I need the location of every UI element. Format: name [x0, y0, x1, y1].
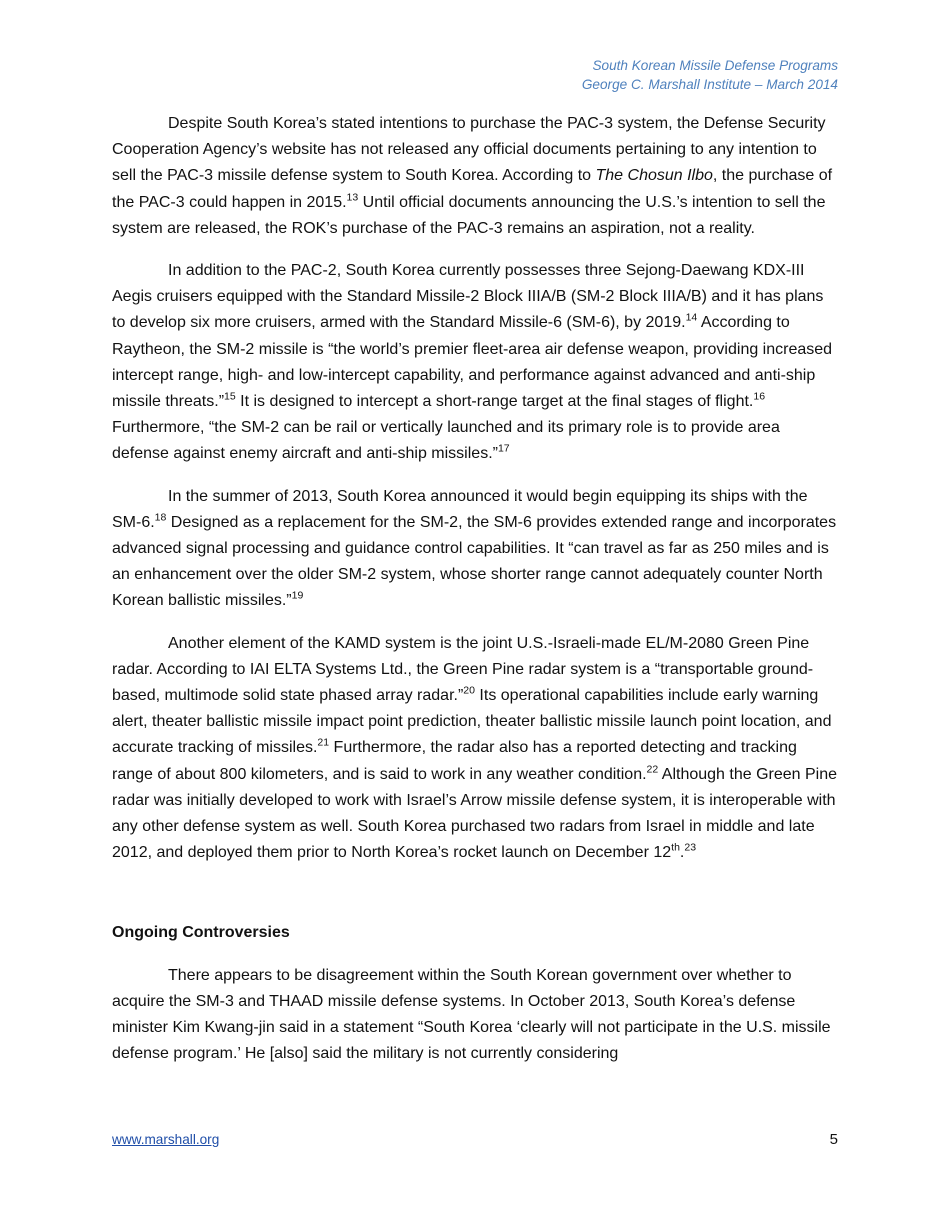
footnote-ref: 19	[291, 590, 304, 603]
header-subtitle: George C. Marshall Institute – March 2014	[581, 77, 838, 92]
text-run: Although the Green Pine radar was initially developed to work with Israel’s Arrow missile defense system, it is interoperable with any other defense system as well. South Korea purchased two radars from Israel in middle and late 2012, and deployed them prior to North Korea’s rocket launch on December 12	[112, 765, 838, 862]
text-run: Furthermore, “the SM-2 can be rail or vertically launched and its primary role is to provide area defense against enemy aircraft and anti-ship missiles.”	[112, 419, 780, 463]
footnote-ref: 15	[224, 390, 236, 403]
footnote-ref: 22	[646, 763, 659, 776]
header-title: South Korean Missile Defense Programs	[592, 58, 838, 73]
footnote-ref: 18	[154, 511, 167, 524]
paragraph-sm6	[112, 484, 840, 615]
text-run: Despite South Korea’s stated intentions to purchase the PAC-3 system, the Defense Security Cooperation Agency’s website has not released any official documents pertaining to any intention to sell the PAC-3 missile defense system to South Korea. According to	[112, 115, 826, 185]
page-number: 5	[829, 1131, 838, 1148]
footnote-ref: 17	[497, 443, 510, 456]
footnote-ref: 13	[346, 191, 359, 204]
paragraph-pac3	[112, 111, 840, 242]
text-run: In addition to the PAC-2, South Korea currently possesses three Sejong-Daewang KDX-III Aegis cruisers equipped with the Standard Missile-2 Block IIIA/B (SM-2 Block IIIA/B) and it has plans to develop six more cruisers, armed with the Standard Missile-6 (SM-6), by 2019.	[112, 262, 824, 332]
document-body	[112, 111, 840, 1068]
footnote-ref: 23	[684, 841, 697, 854]
footnote-ref: 21	[317, 737, 330, 750]
text-run: Designed as a replacement for the SM-2, the SM-6 provides extended range and incorporates advanced signal processing and guidance control capabilities. It “can travel as far as 250 miles and is an enhancement over the older SM-2 system, whose shorter range cannot adequately counter North Korean ballistic missiles.”	[112, 513, 837, 610]
ordinal-suffix: th	[671, 841, 680, 854]
text-run: Its operational capabilities include early warning alert, theater ballistic missile impact point prediction, theater ballistic missile launch point location, and accurate tracking of missiles.	[112, 687, 832, 757]
text-run: In the summer of 2013, South Korea announced it would begin equipping its ships with the SM-6.	[112, 487, 808, 531]
paragraph-controversies	[112, 963, 840, 1068]
footnote-ref: 16	[753, 390, 766, 403]
text-run: Another element of the KAMD system is the joint U.S.-Israeli-made EL/M-2080 Green Pine radar. According to IAI ELTA Systems Ltd., the Green Pine radar system is a “transportable ground-based, multimode solid state phased array radar.”	[112, 634, 814, 705]
text-run: Until official documents announcing the U.S.’s intention to sell the system are released, the ROK’s purchase of the PAC-3 remains an aspiration, not a reality.	[112, 193, 826, 237]
paragraph-green-pine	[112, 631, 840, 867]
website-link[interactable]: www.marshall.org	[112, 1132, 220, 1147]
text-run: There appears to be disagreement within the South Korean government over whether to acquire the SM-3 and THAAD missile defense systems. In October 2013, South Korea’s defense minister Kim Kwang-jin said in a statement “South Korea ‘clearly will not participate in the U.S. missile defense program.’ He [also] said the military is not currently considering	[112, 966, 831, 1063]
text-run: Furthermore, the radar also has a reported detecting and tracking range of about 800 kilometers, and is said to work in any weather condition.	[112, 739, 797, 783]
footnote-ref: 20	[463, 684, 475, 697]
section-heading: Ongoing Controversies	[112, 924, 290, 942]
footnote-ref: 14	[685, 312, 698, 325]
paragraph-sm2	[112, 258, 840, 468]
running-header	[582, 56, 838, 94]
text-run: , the purchase of the PAC-3 could happen in 2015.	[112, 167, 833, 211]
text-run: According to Raytheon, the SM-2 missile is “the world’s premier fleet-area air defense weapon, providing increased intercept range, high- and low-intercept capability, and performance against advanced and anti-ship missile threats.”	[112, 314, 833, 411]
text-run: It is designed to intercept a short-range target at the final stages of flight.	[235, 393, 754, 411]
publication-title: The Chosun Ilbo	[595, 167, 713, 185]
text-run: .	[679, 844, 685, 862]
